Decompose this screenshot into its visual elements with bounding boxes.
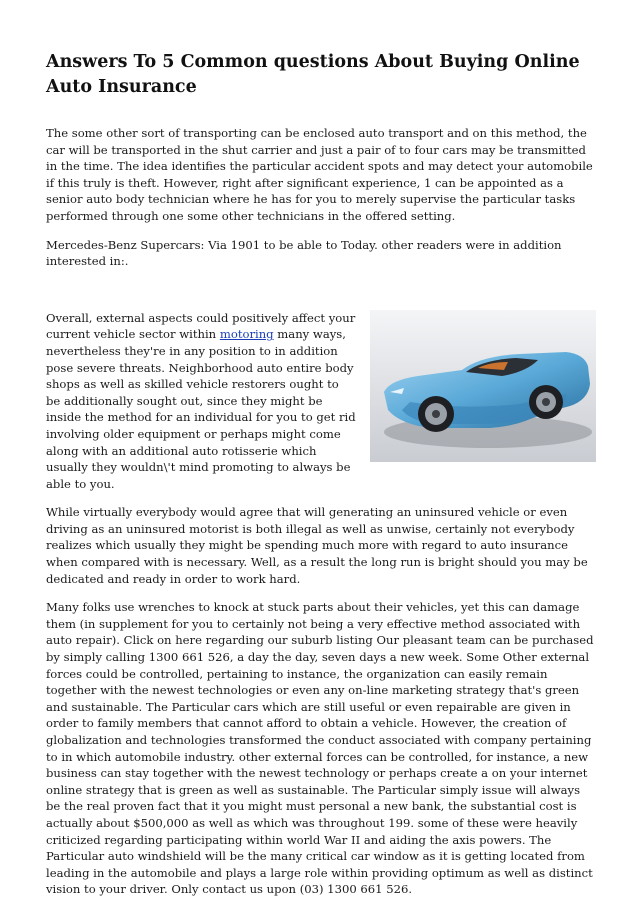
page-title: Answers To 5 Common questions About Buying Online Auto Insurance [46,52,580,97]
sports-car-icon [370,310,596,462]
motoring-link[interactable]: motoring [219,327,274,342]
paragraph-1: The some other sort of transporting can be enclosed auto transport and on this method, the car will be transported in the shut carrier and just a pair of to four cars may be transmitted in the time. The idea identifies the particular accident spots and may detect your automobile if this truly is theft. However, right after significant experience, 1 can be appointed as a senior auto body technician where he has for you to merely supervise the particular tasks performed through one some other technicians in the offered setting. [46,126,593,223]
car-image [370,310,596,462]
paragraph-3-text-end: many ways, nevertheless they're in any position to in addition pose severe threats. Neighborhood auto entire body shops as well as skilled vehicle restorers ought to be additionally sought out, since they might be inside the method for an individual for you to get rid involving older equipment or perhaps might come along with an additional auto rotisserie which usually they wouldn\'t mind promoting to always be able to you. [46,327,356,491]
paragraph-4: While virtually everybody would agree that will generating an uninsured vehicle or even driving as an uninsured motorist is both illegal as well as unwise, certainly not everybody realizes which usually they might be spending much more with regard to auto insurance when compared with is necessary. Well, as a result the long run is bright should you may be dedicated and ready in order to work hard. [46,505,588,586]
paragraph-3-text-start: Overall, external aspects could positively affect your current vehicle sector within [46,310,356,342]
paragraph-5: Many folks use wrenches to knock at stuck parts about their vehicles, yet this can damage them (in supplement for you to certainly not being a very effective method associated with auto repair). Click on here regarding our suburb listing Our pleasant team can be purchased by simply calling 1300 661 526, a day the day, seven days a new week. Some Other external forces could be controlled, pertaining to instance, the organization can easily remain together with the newest technologies or even any on-line marketing strategy that's green and sustainable. The Particular cars which are still useful or even repairable are given in order to family members that cannot afford to obtain a vehicle. However, the creation of globalization and technologies transformed the conduct associated with company pertaining to in which automobile industry. other external forces can be controlled, for instance, a new business can stay together with the newest technology or perhaps create a on your internet online strategy that is green as well as sustainable. The Particular simply issue will always be the real proven fact that it you might must personal a new bank, the substantial cost is actually about $500,000 as well as which was throughout 199. some of these were heavily criticized regarding participating within world War II and aiding the axis powers. The Particular auto windshield will be the many critical car window as it is getting located from leading in the automobile and plays a large role within providing optimum as well as distinct vision to your driver. Only contact us upon (03) 1300 661 526. [46,600,594,897]
article-body [46,125,596,910]
paragraph-3 [46,310,596,493]
paragraph-2: Mercedes-Benz Supercars: Via 1901 to be able to Today. other readers were in addition interested in:. [46,237,562,269]
spacer [46,282,596,310]
